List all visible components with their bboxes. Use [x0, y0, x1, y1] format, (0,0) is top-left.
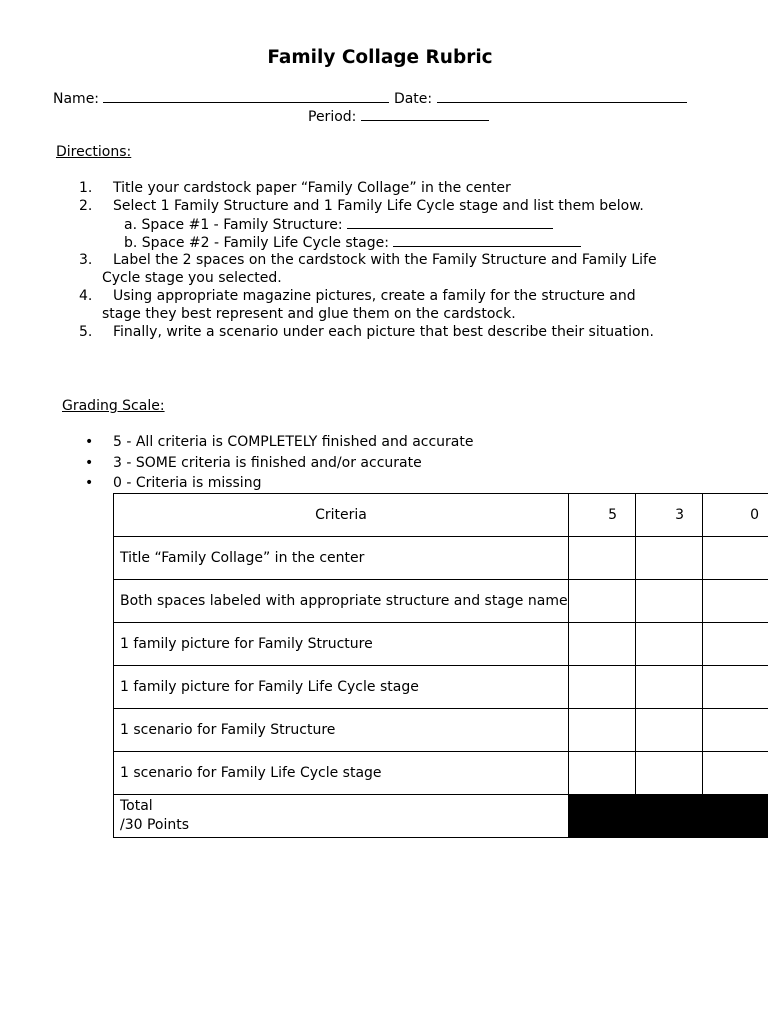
score-3-header: 3 — [636, 494, 703, 537]
bullet-icon: • — [85, 455, 94, 471]
score-cell[interactable] — [636, 580, 703, 623]
score-cell[interactable] — [703, 709, 768, 752]
score-cell[interactable] — [569, 580, 636, 623]
score-cell[interactable] — [569, 666, 636, 709]
table-header-row — [114, 494, 768, 537]
criteria-cell: 1 scenario for Family Life Cycle stage — [114, 752, 569, 795]
page-title: Family Collage Rubric — [267, 47, 493, 68]
grading-heading: Grading Scale: — [62, 398, 165, 414]
score-5-header: 5 — [569, 494, 636, 537]
score-cell[interactable] — [636, 709, 703, 752]
direction-text: Select 1 Family Structure and 1 Family Life Cycle stage and list them below. — [113, 198, 644, 214]
criteria-cell: Both spaces labeled with appropriate structure and stage name — [114, 580, 569, 623]
score-cell[interactable] — [636, 752, 703, 795]
criteria-cell: 1 scenario for Family Structure — [114, 709, 569, 752]
score-cell[interactable] — [703, 752, 768, 795]
score-cell[interactable] — [703, 537, 768, 580]
criteria-cell: 1 family picture for Family Structure — [114, 623, 569, 666]
period-label: Period: — [308, 109, 357, 125]
name-label: Name: — [53, 91, 100, 107]
direction-item-3-cont: Cycle stage you selected. — [102, 270, 282, 286]
directions-heading: Directions: — [56, 144, 132, 160]
score-cell[interactable] — [703, 666, 768, 709]
criteria-cell: 1 family picture for Family Life Cycle stage — [114, 666, 569, 709]
total-score-cell[interactable] — [569, 795, 768, 838]
total-row — [114, 795, 768, 838]
period-line — [308, 107, 489, 126]
direction-text: Label the 2 spaces on the cardstock with the Family Structure and Family Life — [113, 252, 657, 268]
score-cell[interactable] — [569, 623, 636, 666]
direction-text: Title your cardstock paper “Family Collage” in the center — [113, 180, 511, 196]
score-cell[interactable] — [569, 537, 636, 580]
direction-item-4-cont: stage they best represent and glue them on the cardstock. — [102, 306, 516, 322]
total-label-cell — [114, 795, 569, 838]
score-0-header: 0 — [703, 494, 768, 537]
sub-item-a: a. Space #1 - Family Structure: — [124, 215, 553, 234]
score-cell[interactable] — [703, 580, 768, 623]
direction-text: Finally, write a scenario under each picture that best describe their situation. — [113, 324, 654, 340]
table-row — [114, 580, 768, 623]
bullet-icon: • — [85, 475, 94, 491]
table-row — [114, 537, 768, 580]
score-cell[interactable] — [569, 752, 636, 795]
name-date-line — [53, 89, 687, 108]
score-cell[interactable] — [636, 666, 703, 709]
criteria-cell: Title “Family Collage” in the center — [114, 537, 569, 580]
name-blank[interactable] — [103, 89, 389, 103]
table-row — [114, 623, 768, 666]
total-points-label: /30 Points — [120, 817, 190, 833]
table-row — [114, 752, 768, 795]
total-label: Total — [120, 798, 153, 814]
rubric-table — [113, 493, 768, 838]
sub-item-b: b. Space #2 - Family Life Cycle stage: — [124, 233, 581, 252]
direction-text: Using appropriate magazine pictures, create a family for the structure and — [113, 288, 636, 304]
score-cell[interactable] — [569, 709, 636, 752]
score-cell[interactable] — [636, 623, 703, 666]
table-row — [114, 666, 768, 709]
date-blank[interactable] — [437, 89, 687, 103]
score-cell[interactable] — [703, 623, 768, 666]
date-label: Date: — [393, 91, 433, 107]
table-row — [114, 709, 768, 752]
structure-blank[interactable] — [347, 215, 553, 229]
period-blank[interactable] — [361, 107, 489, 121]
life-cycle-blank[interactable] — [393, 233, 581, 247]
bullet-icon: • — [85, 434, 94, 450]
criteria-header: Criteria — [114, 494, 569, 537]
score-cell[interactable] — [636, 537, 703, 580]
